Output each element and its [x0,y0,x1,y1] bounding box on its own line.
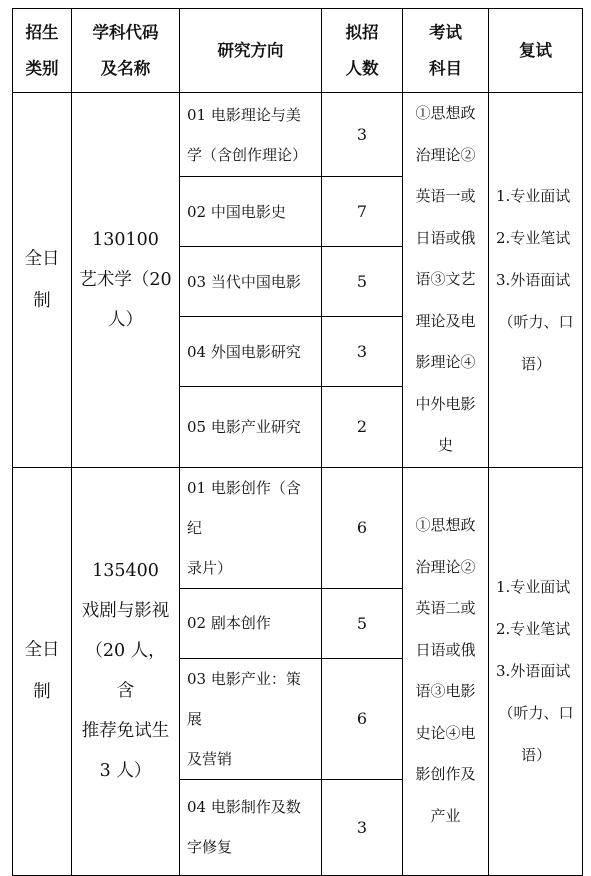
direction-cell: 02 中国电影史 [180,177,322,247]
retest-item: 1.专业面试 [496,186,571,205]
retest-item: 语） [520,354,551,373]
subject-cell: 135400 戏剧与影视 （20 人，含 推荐免试生 3 人） [72,467,180,875]
table-row [13,467,583,588]
count-cell: 3 [322,779,403,875]
retest-item: （听力、口 [498,704,574,722]
direction-cell: 05 电影产业研究 [180,387,322,467]
retest-item: （听力、口 [498,312,574,331]
retest-item: 2.专业笔试 [496,228,571,247]
header-direction: 研究方向 [180,9,322,93]
retest-item: 3.外语面试 [496,270,571,289]
admissions-table [12,8,583,876]
retest-cell [489,93,583,468]
direction-cell: 01 电影创作（含纪 录片） [180,467,322,588]
retest-item: 语） [520,746,551,764]
count-cell: 3 [322,317,403,387]
category-cell: 全日 制 [13,467,72,875]
retest-item: 1.专业面试 [496,578,571,596]
direction-cell: 04 电影制作及数 字修复 [180,779,322,875]
retest-cell [489,467,583,875]
direction-cell: 03 当代中国电影 [180,247,322,317]
count-cell: 3 [322,93,403,177]
direction-cell: 03 电影产业：策展 及营销 [180,658,322,779]
header-retest: 复试 [489,9,583,93]
subject-cell: 130100 艺术学（20 人） [72,93,180,468]
direction-cell: 02 剧本创作 [180,588,322,658]
exam-subjects-cell: ①思想政 治理论② 英语二或 日语或俄 语③电影 史论④电 影创作及 产业 [403,467,489,875]
count-cell: 7 [322,177,403,247]
count-cell: 6 [322,658,403,779]
direction-cell: 01 电影理论与美 学（含创作理论） [180,93,322,177]
retest-item: 2.专业笔试 [496,620,571,638]
category-cell: 全日 制 [13,93,72,468]
count-cell: 5 [322,247,403,317]
retest-item: 3.外语面试 [496,662,571,680]
direction-cell: 04 外国电影研究 [180,317,322,387]
count-cell: 6 [322,467,403,588]
table-row [13,93,583,177]
header-subject-code: 学科代码 及名称 [72,9,180,93]
count-cell: 2 [322,387,403,467]
header-planned: 拟招 人数 [322,9,403,93]
header-exam: 考试 科目 [403,9,489,93]
header-row [13,9,583,93]
count-cell: 5 [322,588,403,658]
header-category: 招生 类别 [13,9,72,93]
exam-subjects-cell: ①思想政 治理论② 英语一或 日语或俄 语③文艺 理论及电 影理论④ 中外电影 史 [403,93,489,468]
